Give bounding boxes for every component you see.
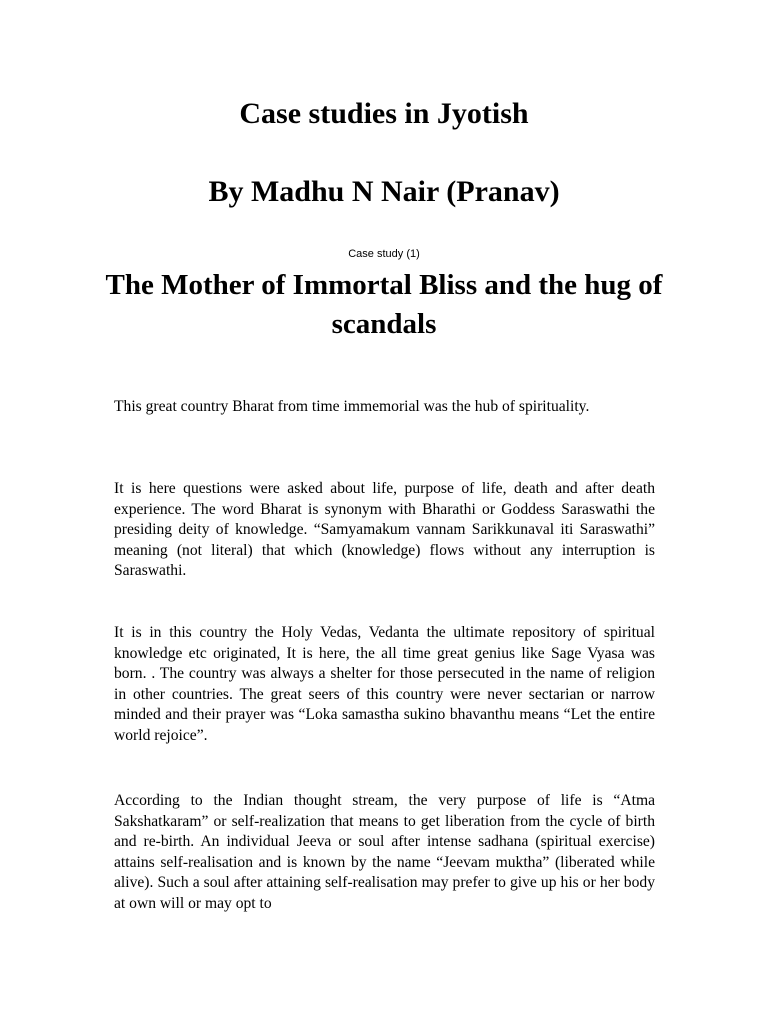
body-paragraph: It is in this country the Holy Vedas, Vedanta the ultimate repository of spiritual knowledge etc originated, It is here, the all time great genius like Sage Vyasa was born. . The country was always a shelter for those persecuted in the name of religion in other countries. The great seers of this country were never sectarian or narrow minded and their prayer was “Loka samastha sukino bhavanthu means “Let the entire world rejoice”.: [114, 624, 655, 744]
document-author: By Madhu N Nair (Pranav): [208, 175, 560, 208]
case-study-label: Case study (1): [348, 248, 420, 260]
body-paragraph: This great country Bharat from time immemorial was the hub of spirituality.: [114, 398, 590, 415]
case-study-title: The Mother of Immortal Bliss and the hug of scandals: [105, 269, 663, 340]
document-title: Case studies in Jyotish: [239, 97, 529, 130]
body-paragraph: According to the Indian thought stream, the very purpose of life is “Atma Sakshatkaram” or self-realization that means to get liberation from the cycle of birth and re-birth. An individual Jeeva or soul after intense sadhana (spiritual exercise) attains self-realisation and is known by the name “Jeevam muktha” (liberated while alive). Such a soul after attaining self-realisation may prefer to give up his or her body at own will or may opt to: [114, 792, 655, 912]
body-paragraph: It is here questions were asked about life, purpose of life, death and after death experience. The word Bharat is synonym with Bharathi or Goddess Saraswathi the presiding deity of knowledge. “Samyamakum vannam Sarikkunaval iti Saraswathi” meaning (not literal) that which (knowledge) flows without any interruption is Saraswathi.: [114, 480, 655, 580]
